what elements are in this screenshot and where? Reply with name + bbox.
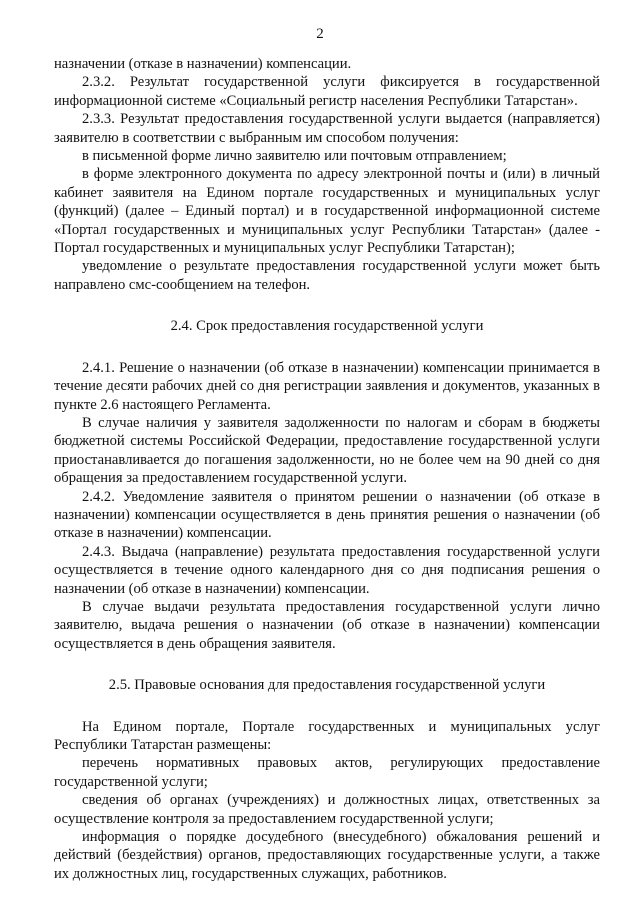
paragraph-2-4-1: 2.4.1. Решение о назначении (об отказе в назначении) компенсации принимается в течение десяти рабочих дней со дня регистрации заявления и документов, указанных в пункте 2.6 настоящего Регламента. — [54, 359, 600, 413]
paragraph-personal-delivery: В случае выдачи результата предоставления государственной услуги лично заявителю, выдача решения о назначении (об отказе в назначении) компенсации осуществляется в день обращения заявителя. — [54, 598, 600, 652]
page-number: 2 — [316, 26, 324, 42]
paragraph-2-3-3: 2.3.3. Результат предоставления государственной услуги выдается (направляется) заявителю в соответствии с выбранным им способом получения: — [54, 111, 600, 146]
paragraph-tax-debt: В случае наличия у заявителя задолженности по налогам и сборам в бюджеты бюджетной системы Российской Федерации, предоставление государственной услуги приостанавливается до погашения задолженности, но не более чем на 90 дней со дня обращения за предоставлением государственной услуги. — [54, 414, 600, 487]
paragraph-continuation: назначении (отказе в назначении) компенсации. — [54, 56, 352, 72]
section-heading-2-4: 2.4. Срок предоставления государственной услуги — [170, 318, 484, 335]
paragraph-appeal-procedure: информация о порядке досудебного (внесудебного) обжалования решений и действий (бездействия) органов, предоставляющих государственные услуги, а также их должностных лиц, государственных служащих, работников. — [54, 829, 600, 882]
paragraph-2-4-2: 2.4.2. Уведомление заявителя о принятом решении о назначении (об отказе в назначении) компенсации осуществляется в день принятия решения о назначении (об отказе в назначении) компенсации. — [54, 488, 600, 542]
paragraph-written-form: в письменной форме лично заявителю или почтовым отправлением; — [82, 148, 507, 165]
paragraph-legal-acts-list: перечень нормативных правовых актов, регулирующих предоставление государственной услуги; — [54, 755, 600, 790]
paragraph-2-4-3: 2.4.3. Выдача (направление) результата предоставления государственной услуги осуществляется в течение одного календарного дня со дня подписания решения о назначении (об отказе в назначении) компенсации. — [54, 543, 600, 597]
section-heading-2-5: 2.5. Правовые основания для предоставления государственной услуги — [108, 677, 546, 694]
paragraph-2-3-2: 2.3.2. Результат государственной услуги фиксируется в государственной информационной системе «Социальный регистр населения Республики Татарстан». — [54, 74, 600, 109]
document-body — [54, 55, 600, 883]
paragraph-sms-notification: уведомление о результате предоставления государственной услуги может быть направлено смс-сообщением на телефон. — [54, 258, 600, 293]
paragraph-electronic-form: в форме электронного документа по адресу электронной почты и (или) в личный кабинет заявителя на Едином портале государственных и муниципальных услуг (функций) (далее – Единый портал) и в государственной информационной системе «Портал государственных и муниципальных услуг Республики Татарстан» (далее - Портал государственных и муниципальных услуг Республики Татарстан); — [54, 166, 600, 257]
paragraph-portal-posting: На Едином портале, Портале государственных и муниципальных услуг Республики Татарстан размещены: — [54, 718, 600, 753]
paragraph-responsible-bodies: сведения об органах (учреждениях) и должностных лицах, ответственных за осуществление контроля за предоставлением государственной услуги; — [54, 792, 600, 827]
